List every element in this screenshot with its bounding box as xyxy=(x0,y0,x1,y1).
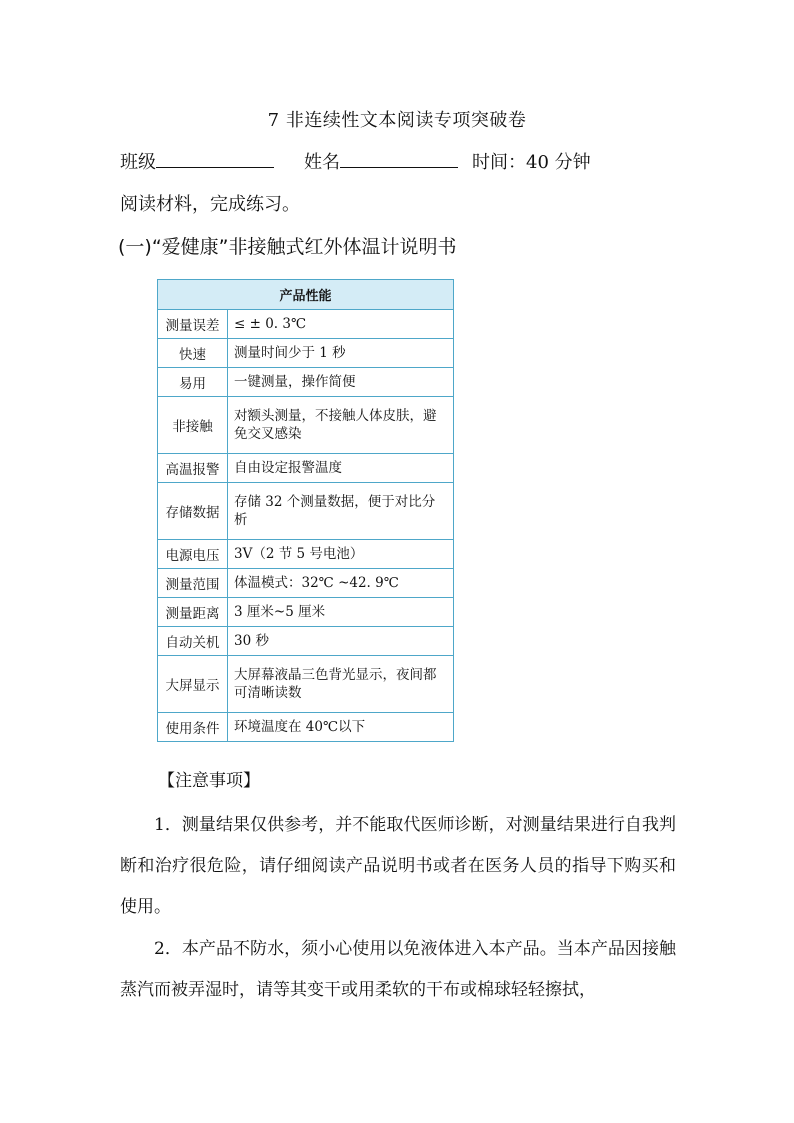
table-row xyxy=(158,540,454,569)
spec-value: 30 秒 xyxy=(228,627,454,656)
spec-key: 非接触 xyxy=(158,397,228,454)
spec-key: 存储数据 xyxy=(158,483,228,540)
name-blank xyxy=(340,149,458,168)
product-spec-table xyxy=(157,279,454,742)
table-row xyxy=(158,569,454,598)
spec-value: 环境温度在 40℃以下 xyxy=(228,713,454,742)
page-title: 7 非连续性文本阅读专项突破卷 xyxy=(267,110,527,131)
spec-value: 大屏幕液晶三色背光显示，夜间都可清晰读数 xyxy=(228,656,454,713)
table-row xyxy=(158,310,454,339)
spec-value: 体温模式：32℃ ~42. 9℃ xyxy=(228,569,454,598)
spec-value: 自由设定报警温度 xyxy=(228,454,454,483)
spec-key: 测量范围 xyxy=(158,569,228,598)
spec-value: 一键测量，操作简便 xyxy=(228,368,454,397)
spec-value: 测量时间少于 1 秒 xyxy=(228,339,454,368)
spec-key: 高温报警 xyxy=(158,454,228,483)
table-row xyxy=(158,656,454,713)
class-blank xyxy=(156,149,274,168)
note-paragraph-1: 1．测量结果仅供参考，并不能取代医师诊断，对测量结果进行自我判断和治疗很危险，请仔细阅读产品说明书或者在医务人员的指导下购买和使用。 xyxy=(120,815,676,917)
spec-value: ≤ ± 0. 3℃ xyxy=(228,310,454,339)
table-header: 产品性能 xyxy=(158,280,454,310)
table-row xyxy=(158,339,454,368)
time-label: 时间：40 分钟 xyxy=(472,152,591,173)
table-row xyxy=(158,627,454,656)
spec-key: 大屏显示 xyxy=(158,656,228,713)
name-label: 姓名 xyxy=(304,152,340,173)
student-info-row xyxy=(120,148,591,174)
spec-value: 3V（2 节 5 号电池） xyxy=(228,540,454,569)
spec-key: 使用条件 xyxy=(158,713,228,742)
table-row xyxy=(158,454,454,483)
spec-key: 测量误差 xyxy=(158,310,228,339)
table-row xyxy=(158,713,454,742)
spec-value: 对额头测量，不接触人体皮肤，避免交叉感染 xyxy=(228,397,454,454)
spec-key: 易用 xyxy=(158,368,228,397)
notes-heading: 【注意事项】 xyxy=(158,771,260,791)
note-paragraph-2: 2．本产品不防水，须小心使用以免液体进入本产品。当本产品因接触蒸汽而被弄湿时，请等其变干或用柔软的干布或棉球轻轻擦拭， xyxy=(120,939,676,1000)
table-row xyxy=(158,483,454,540)
table-row xyxy=(158,397,454,454)
spec-key: 自动关机 xyxy=(158,627,228,656)
table-row xyxy=(158,598,454,627)
spec-value: 3 厘米~5 厘米 xyxy=(228,598,454,627)
table-row xyxy=(158,368,454,397)
spec-key: 快速 xyxy=(158,339,228,368)
spec-key: 测量距离 xyxy=(158,598,228,627)
class-label: 班级 xyxy=(120,152,156,173)
spec-key: 电源电压 xyxy=(158,540,228,569)
spec-value: 存储 32 个测量数据，便于对比分析 xyxy=(228,483,454,540)
instruction-text: 阅读材料，完成练习。 xyxy=(120,194,300,215)
section-heading: (一)“爱健康”非接触式红外体温计说明书 xyxy=(118,236,457,258)
